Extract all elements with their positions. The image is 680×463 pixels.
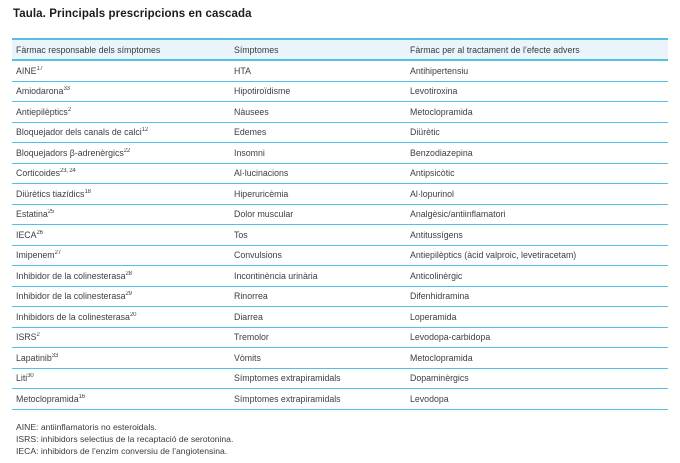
symptom-cell: Al·lucinacions [234,168,289,179]
symptom-cell: Nàusees [234,106,269,117]
reference-superscript: 12 [141,127,148,134]
table-row [12,164,668,185]
table-row [12,287,668,308]
table-row [12,184,668,205]
table-row [12,389,668,410]
reference-superscript: 2 [36,332,40,339]
drug-name: Bloquejador dels canals de calci [16,127,142,138]
drug-name: Antiepilèptics [16,106,68,117]
drug-name: Inhibidor de la colinesterasa [16,291,126,302]
table-header-row [12,38,668,61]
reference-superscript: 16 [78,393,85,400]
symptom-cell: Diarrea [234,311,263,322]
treatment-cell: Loperamida [410,311,457,322]
reference-superscript: 29 [125,291,132,298]
drug-name: Lapatinib [16,352,52,363]
table-row [12,123,668,144]
drug-cell [12,107,230,117]
drug-name: Amiodarona [16,86,64,97]
treatment-cell: Dopaminèrgics [410,373,469,384]
drug-cell [12,66,230,76]
symptom-cell: Símptomes extrapiramidals [234,373,341,384]
drug-name: Diürètics tiazídics [16,188,85,199]
symptom-cell: Tos [234,229,248,240]
treatment-cell: Diürètic [410,127,440,138]
reference-superscript: 26 [36,229,43,236]
treatment-cell: Metoclopramida [410,106,473,117]
drug-name: Corticoides [16,168,61,179]
drug-cell [12,394,230,404]
treatment-cell: Levodopa [410,393,449,404]
column-header-symptom: Símptomes [234,44,279,55]
column-header-drug: Fàrmac responsable dels símptomes [16,44,161,55]
table-row [12,307,668,328]
drug-cell [12,291,230,301]
drug-cell [12,353,230,363]
reference-superscript: 18 [84,188,91,195]
treatment-cell: Antitussígens [410,229,463,240]
treatment-cell: Anticolinèrgic [410,270,463,281]
table-row [12,82,668,103]
symptom-cell: Rinorrea [234,291,268,302]
footnotes [16,421,233,458]
drug-name: Liti [16,373,28,384]
symptom-cell: Edemes [234,127,267,138]
treatment-cell: Levodopa-carbidopa [410,332,491,343]
treatment-cell: Antihipertensiu [410,65,469,76]
drug-cell [12,148,230,158]
reference-superscript: 23, 24 [60,168,76,175]
drug-name: Estatina [16,209,48,220]
treatment-cell: Al·lopurinol [410,188,455,199]
reference-superscript: 17 [36,65,43,72]
footnote: AINE: antiinflamatoris no esteroidals. [16,422,157,432]
table-row [12,328,668,349]
reference-superscript: 28 [125,270,132,277]
table-row [12,143,668,164]
table-row [12,61,668,82]
treatment-cell: Antiepilèptics (àcid valproic, levetiracetam) [410,250,577,261]
drug-name: Imipenem [16,250,55,261]
reference-superscript: 30 [27,373,34,380]
reference-superscript: 20 [129,311,137,318]
page-title: Taula. Principals prescripcions en cascada [13,8,252,20]
table-row [12,348,668,369]
drug-name: Inhibidor de la colinesterasa [16,270,126,281]
drug-name: Metoclopramida [16,393,79,404]
symptom-cell: Incontinència urinària [234,270,318,281]
drug-cell [12,168,230,178]
reference-superscript: 25 [47,209,55,216]
table-row [12,205,668,226]
table-row [12,369,668,390]
drug-cell [12,271,230,281]
drug-cell [12,209,230,219]
symptom-cell: Insomni [234,147,265,158]
reference-superscript: 33 [51,352,58,359]
table-row [12,246,668,267]
drug-name: AINE [16,65,37,76]
symptom-cell: Convulsions [234,250,282,261]
table-row [12,225,668,246]
prescription-cascade-table [12,38,668,410]
symptom-cell: Hipotiroïdisme [234,86,291,97]
drug-name: Bloquejadors β-adrenèrgics [16,147,124,158]
column-header-treatment: Fàrmac per al tractament de l’efecte advers [410,44,580,55]
reference-superscript: 2 [67,106,71,113]
treatment-cell: Difenhidramina [410,291,470,302]
drug-name: ISRS [16,332,37,343]
drug-cell [12,332,230,342]
table-row [12,102,668,123]
symptom-cell: Dolor muscular [234,209,294,220]
drug-cell [12,230,230,240]
table-row [12,266,668,287]
symptom-cell: Vòmits [234,352,261,363]
treatment-cell: Antipsicòtic [410,168,455,179]
reference-superscript: 27 [54,250,61,257]
drug-cell [12,189,230,199]
treatment-cell: Metoclopramida [410,352,473,363]
drug-name: IECA [16,229,37,240]
treatment-cell: Levotiroxina [410,86,458,97]
symptom-cell: Tremolor [234,332,269,343]
drug-cell [12,312,230,322]
reference-superscript: 33 [63,86,70,93]
treatment-cell: Benzodiazepina [410,147,473,158]
symptom-cell: Hiperuricèmia [234,188,289,199]
drug-cell [12,127,230,137]
treatment-cell: Analgèsic/antiinflamatori [410,209,506,220]
drug-name: Inhibidors de la colinesterasa [16,311,130,322]
footnote: ISRS: inhibidors selectius de la recaptació de serotonina. [16,434,234,445]
drug-cell [12,373,230,383]
reference-superscript: 22 [123,147,131,154]
drug-cell [12,250,230,260]
symptom-cell: HTA [234,65,251,76]
symptom-cell: Símptomes extrapiramidals [234,393,341,404]
footnote: IECA: inhibidors de l’enzim conversiu de l’angiotensina. [16,446,228,457]
drug-cell [12,86,230,96]
